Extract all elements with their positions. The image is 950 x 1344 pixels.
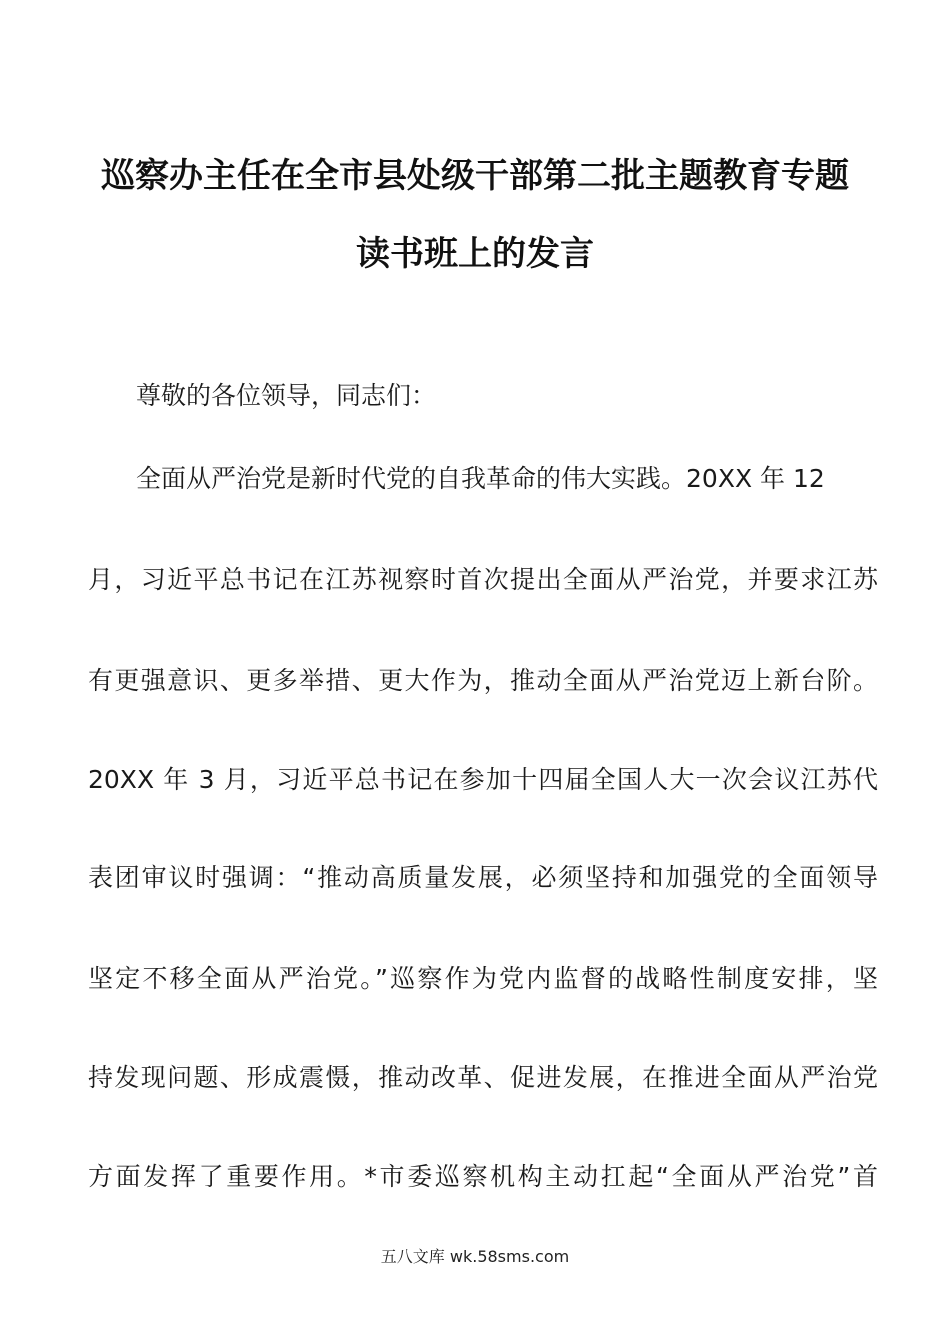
paragraph-line-2: 月，习近平总书记在江苏视察时首次提出全面从严治党，并要求江苏 — [88, 565, 878, 594]
paragraph-line-6: 坚定不移全面从严治党。”巡察作为党内监督的战略性制度安排，坚 — [88, 964, 878, 993]
paragraph-line-7: 持发现问题、形成震慑，推动改革、促进发展，在推进全面从严治党 — [88, 1063, 878, 1092]
paragraph-line-4: 20XX 年 3 月，习近平总书记在参加十四届全国人大一次会议江苏代 — [88, 765, 878, 794]
document-title-line-2: 读书班上的发言 — [356, 234, 594, 274]
paragraph-line-1: 全面从严治党是新时代党的自我革命的伟大实践。20XX 年 12 — [136, 464, 825, 493]
document-title-line-1: 巡察办主任在全市县处级干部第二批主题教育专题 — [101, 156, 849, 196]
paragraph-line-5: 表团审议时强调：“推动高质量发展，必须坚持和加强党的全面领导 — [88, 863, 878, 892]
salutation: 尊敬的各位领导，同志们： — [136, 381, 437, 410]
footer-watermark: 五八文库 wk.58sms.com — [380, 1247, 570, 1266]
paragraph-line-8: 方面发挥了重要作用。*市委巡察机构主动扛起“全面从严治党”首 — [88, 1162, 878, 1191]
paragraph-line-3: 有更强意识、更多举措、更大作为，推动全面从严治党迈上新台阶。 — [88, 666, 878, 695]
